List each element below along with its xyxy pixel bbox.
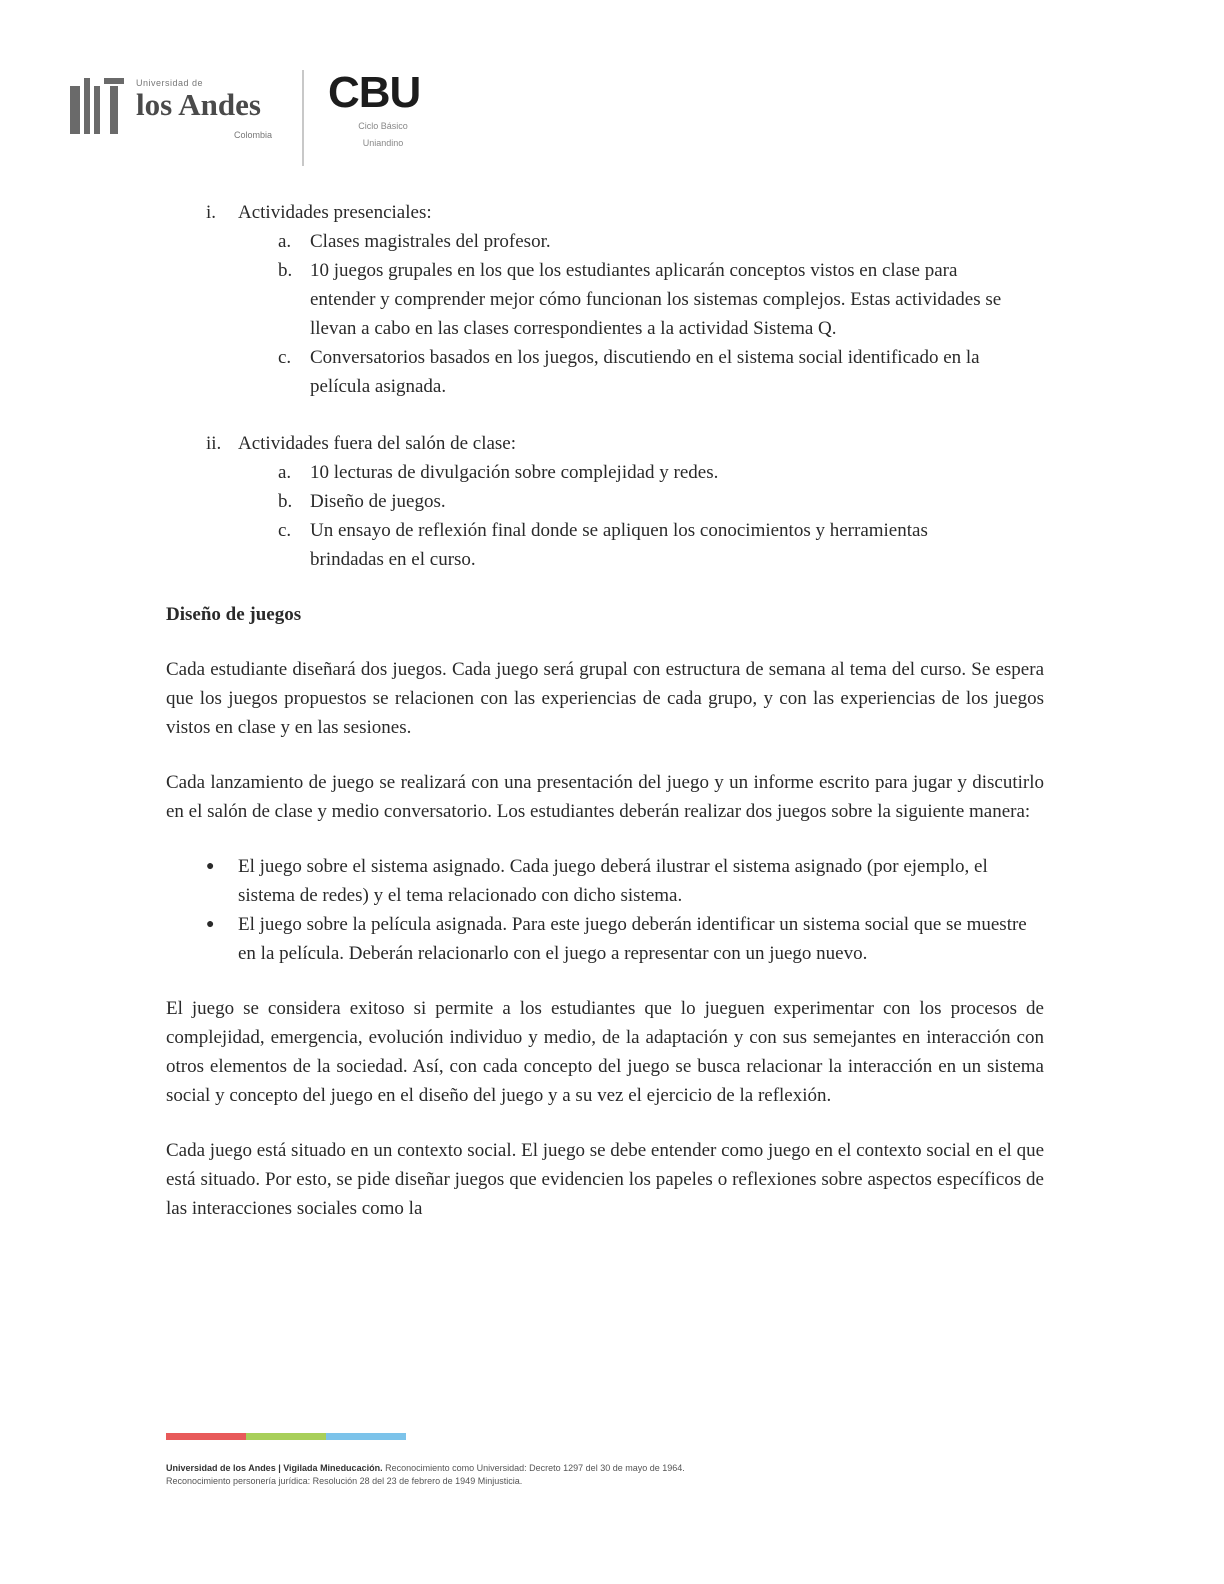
footer-bar-blue [326,1433,406,1440]
university-top-line: Universidad de [136,78,204,88]
cbu-subtitle-2: Uniandino [362,138,404,148]
list-marker: c. [278,520,292,541]
activities-group [166,198,1044,227]
list-marker: i. [206,202,217,223]
bullet-text: El juego sobre la película asignada. Para este juego deberán identificar un sistema social que se muestre en la película. Deberán relacionarlo con el juego a representar con un juego nuevo. [238,914,1027,964]
header-divider [302,70,304,166]
footer-bar-green [246,1433,326,1440]
university-name: los Andes [136,87,261,122]
university-country: Colombia [233,130,272,140]
page-header [70,70,470,170]
paragraph: Cada juego está situado en un contexto social. El juego se debe entender como juego en el contexto social en el que está situado. Por esto, se pide diseñar juegos que evidencien los papeles o reflexiones sobre aspectos específicos de las interacciones sociales como la [166,1140,1044,1219]
activities-group-label: Actividades presenciales: [238,202,432,223]
paragraph: Cada estudiante diseñará dos juegos. Cada juego será grupal con estructura de semana al tema del curso. Se espera que los juegos propuestos se relacionen con las experiencias de cada grupo, y con las experiencias de los juegos vistos en clase y en las sesiones. [166,659,1044,738]
list-item-text: 10 juegos grupales en los que los estudiantes aplicarán conceptos vistos en clase para entender y comprender mejor cómo funcionan los sistemas complejos. Estas actividades se llevan a cabo en las clases correspondientes a la actividad Sistema Q. [310,260,1002,339]
list-item [166,487,1044,516]
footer-line-2: Reconocimiento personería jurídica: Resolución 28 del 23 de febrero de 1949 Minjusticia. [166,1476,523,1486]
list-item [166,256,1044,343]
cbu-logo [328,70,438,150]
list-item [166,227,1044,256]
bullet-dot-icon: ● [206,859,215,874]
list-marker: a. [278,462,292,483]
cbu-name: CBU [328,68,421,117]
footer-line-1-rest: Reconocimiento como Universidad: Decreto 1297 del 30 de mayo de 1964. [382,1463,685,1473]
paragraph: Cada lanzamiento de juego se realizará con una presentación del juego y un informe escrito para jugar y discutirlo en el salón de clase y medio conversatorio. Los estudiantes deberán realizar dos juegos sobre la siguiente manera: [166,772,1044,822]
section-title: Diseño de juegos [166,604,302,625]
cbu-subtitle-1: Ciclo Básico [358,121,408,131]
list-marker: ii. [206,433,222,454]
bullet-list [166,852,1044,968]
bullet-text: El juego sobre el sistema asignado. Cada juego deberá ilustrar el sistema asignado (por ejemplo, el sistema de redes) y el tema relacionado con dicho sistema. [238,856,988,906]
bullet-dot-icon: ● [206,917,215,932]
list-item [166,458,1044,487]
document-body [166,198,1044,1223]
list-marker: c. [278,347,292,368]
list-marker: b. [278,260,293,281]
list-marker: b. [278,491,293,512]
university-logo [70,76,275,160]
footer-color-bars [166,1433,406,1440]
university-emblem-icon [70,78,126,136]
list-item [166,516,1044,574]
list-item-text: Un ensayo de reflexión final donde se apliquen los conocimientos y herramientas brindadas en el curso. [310,520,928,570]
list-item-text: Clases magistrales del profesor. [310,231,551,252]
activities-group [166,429,1044,458]
activities-group-label: Actividades fuera del salón de clase: [238,433,517,454]
list-item-text: 10 lecturas de divulgación sobre complejidad y redes. [310,462,719,483]
list-item [166,343,1044,401]
footer-line-1-bold: Universidad de los Andes | Vigilada Mineducación. [166,1463,383,1473]
bullet-item [166,852,1044,910]
paragraph: El juego se considera exitoso si permite a los estudiantes que lo jueguen experimentar con los procesos de complejidad, emergencia, evolución individuo y medio, de la adaptación y con sus semejantes en interacción con otros elementos de la sociedad. Así, con cada concepto del juego se busca relacionar la interacción en un sistema social y concepto del juego en el diseño del juego y a su vez el ejercicio de la reflexión. [166,998,1044,1106]
list-item-text: Diseño de juegos. [310,491,446,512]
list-item-text: Conversatorios basados en los juegos, discutiendo en el sistema social identificado en la película asignada. [310,347,980,397]
footer-legal-text [166,1462,976,1488]
footer-bar-red [166,1433,246,1440]
list-marker: a. [278,231,292,252]
bullet-item [166,910,1044,968]
